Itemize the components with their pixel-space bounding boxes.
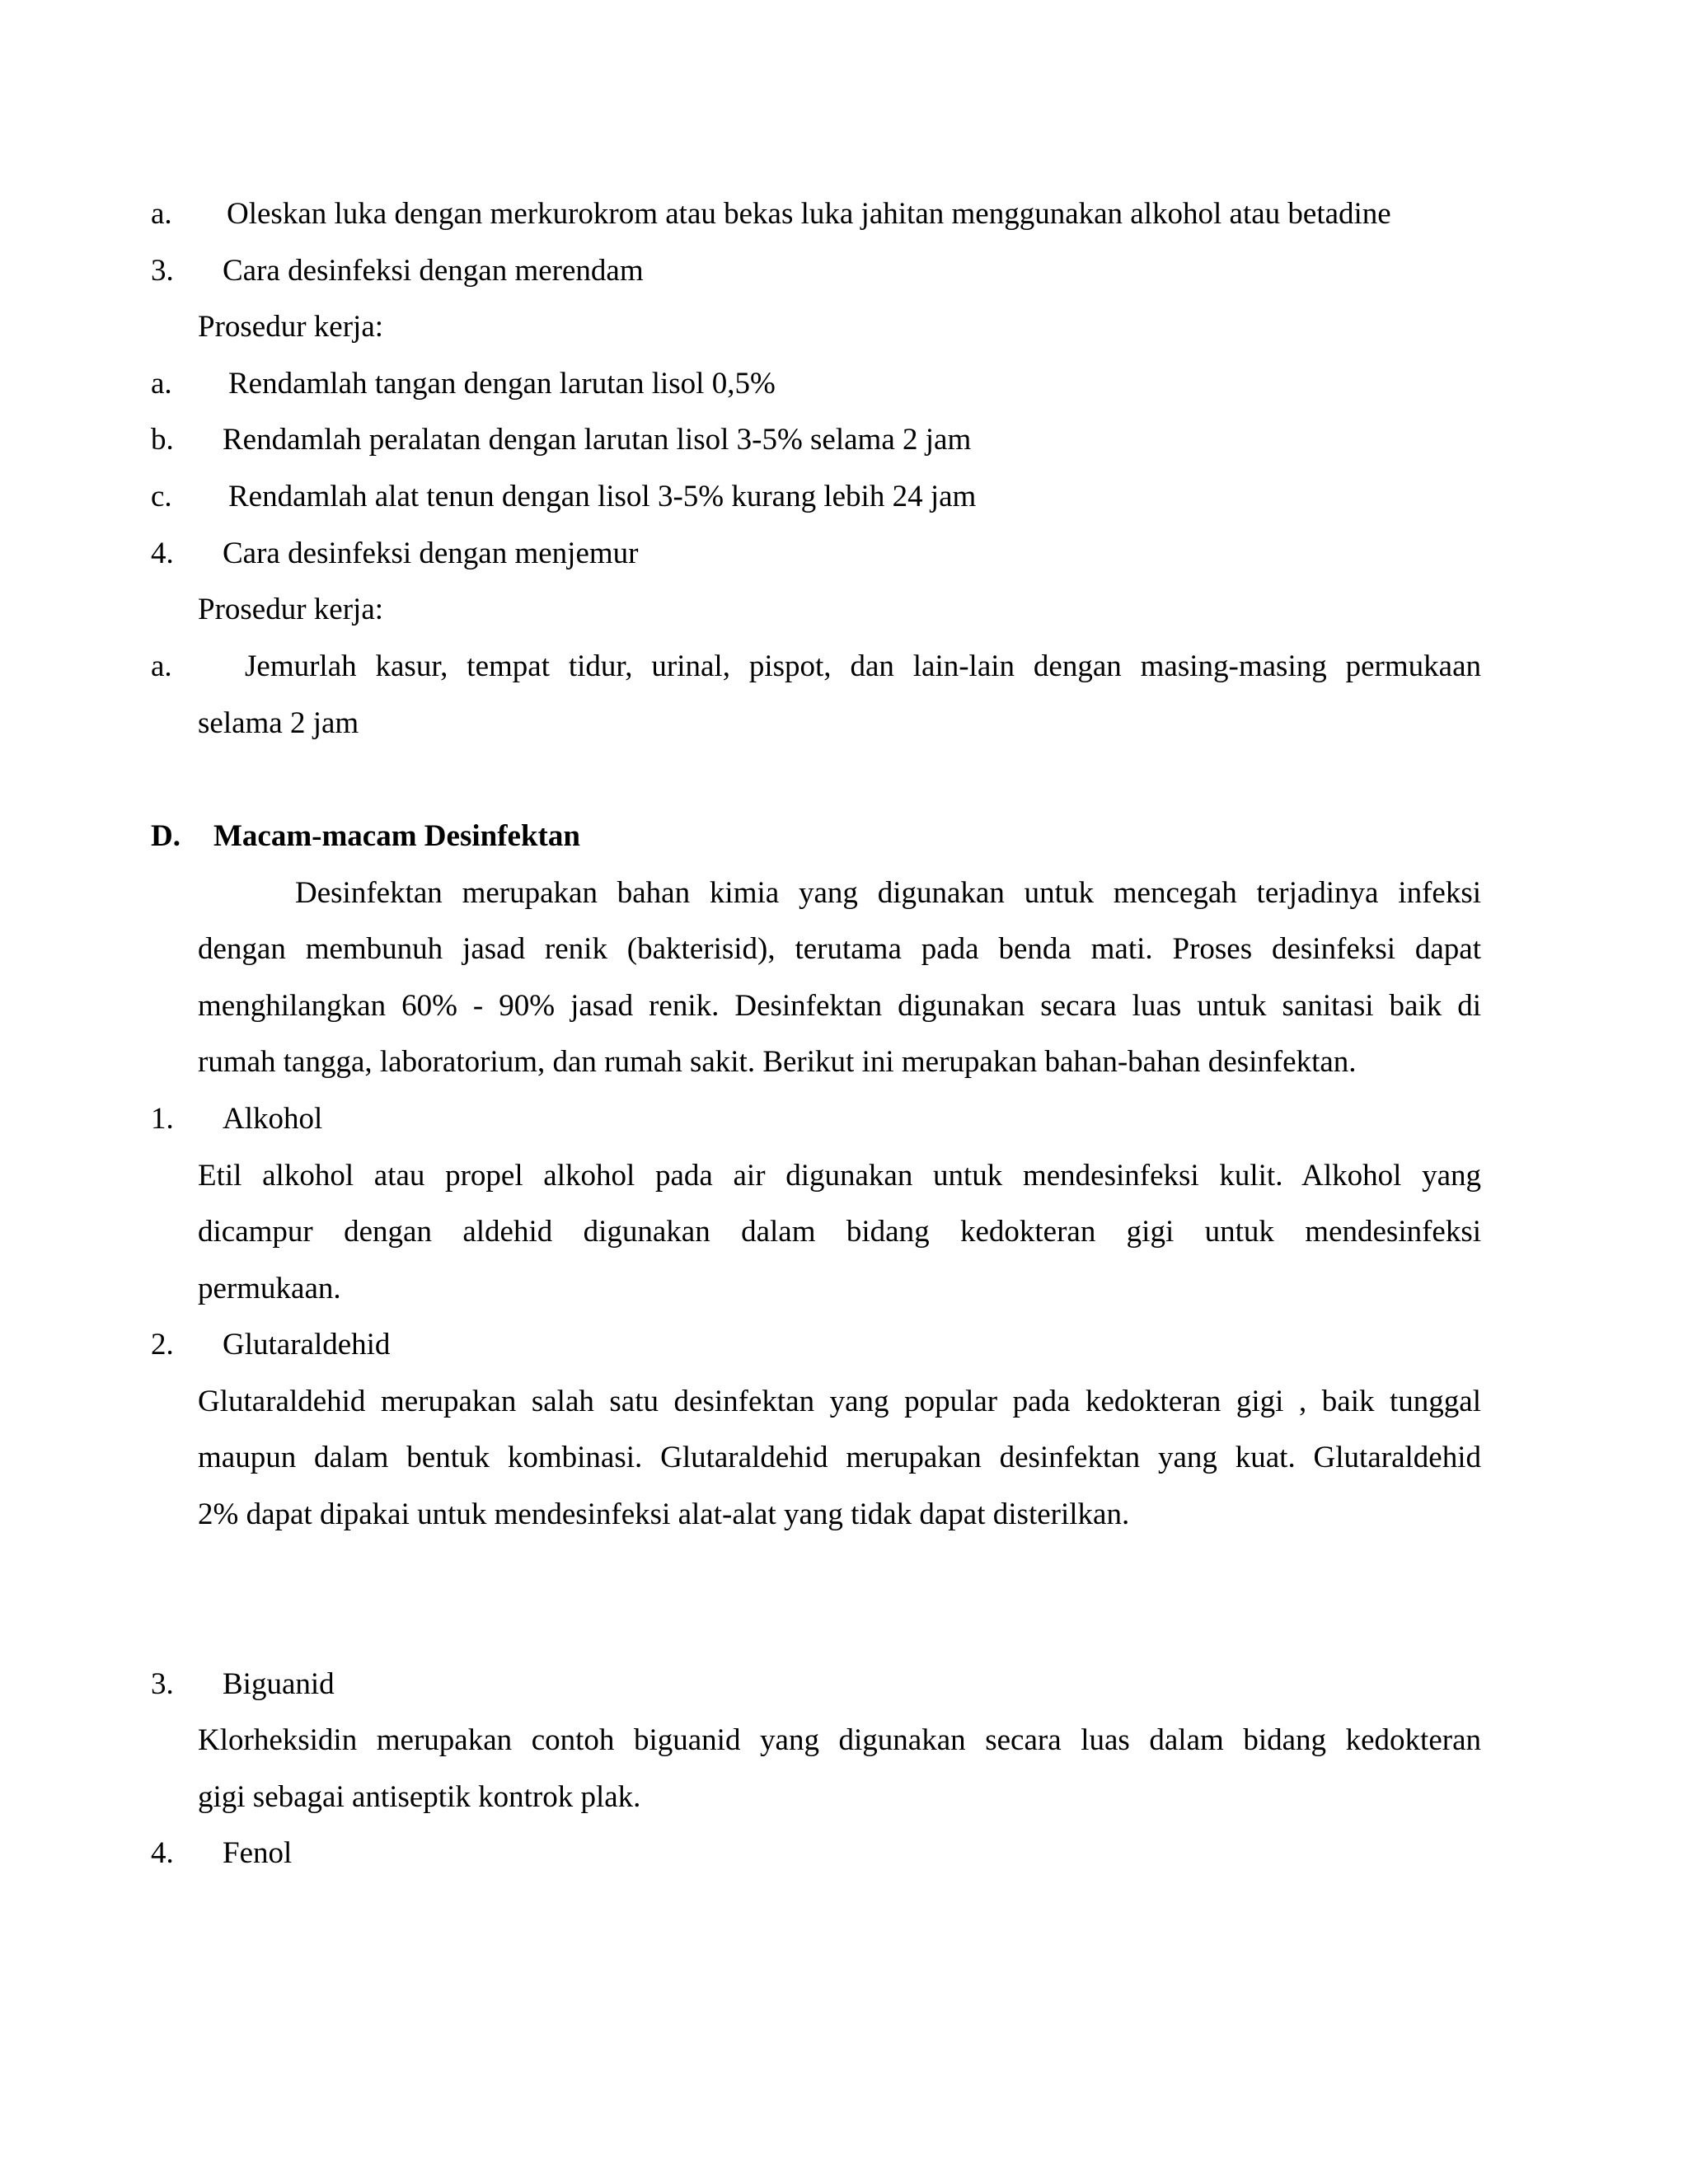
section-marker: D. [151,819,181,853]
step-marker: a. [151,649,172,683]
paragraph-line: Klorheksidin merupakan contoh biguanid yang digunakan secara luas dalam bidang kedokteran [198,1723,1481,1757]
list-item-title: Biguanid [223,1667,335,1701]
list-marker: a. [151,197,172,231]
step-text: Rendamlah tangan dengan larutan lisol 0,5% [228,367,776,401]
list-item-title: Alkohol [223,1102,323,1136]
list-marker: 2. [151,1328,174,1361]
paragraph-line: menghilangkan 60% - 90% jasad renik. Desinfektan digunakan secara luas untuk sanitasi baik di [198,989,1481,1023]
step-marker: a. [151,367,172,401]
step-marker: b. [151,423,174,457]
step-text-line: selama 2 jam [198,706,359,740]
step-text-line: Jemurlah kasur, tempat tidur, urinal, pispot, dan lain-lain dengan masing-masing permukaan [245,649,1481,683]
procedure-label: Prosedur kerja: [198,310,384,344]
paragraph-line: Etil alkohol atau propel alkohol pada air digunakan untuk mendesinfeksi kulit. Alkohol yang [198,1159,1481,1193]
step-marker: c. [151,480,172,513]
list-item-title: Fenol [223,1836,293,1870]
paragraph-line: 2% dapat dipakai untuk mendesinfeksi alat-alat yang tidak dapat disterilkan. [198,1497,1130,1531]
paragraph-line: permukaan. [198,1272,341,1305]
list-marker: 4. [151,1836,174,1870]
paragraph-line: Desinfektan merupakan bahan kimia yang digunakan untuk mencegah terjadinya infeksi [295,876,1481,910]
list-marker: 3. [151,254,174,288]
list-item-title: Glutaraldehid [223,1328,391,1361]
paragraph-line: dicampur dengan aldehid digunakan dalam bidang kedokteran gigi untuk mendesinfeksi [198,1215,1481,1249]
paragraph-line: maupun dalam bentuk kombinasi. Glutaraldehid merupakan desinfektan yang kuat. Glutaraldehid [198,1441,1481,1474]
list-item-text: Cara desinfeksi dengan merendam [223,254,644,288]
procedure-label: Prosedur kerja: [198,593,384,626]
paragraph-line: rumah tangga, laboratorium, dan rumah sakit. Berikut ini merupakan bahan-bahan desinfektan. [198,1045,1357,1079]
list-marker: 3. [151,1667,174,1701]
step-text: Rendamlah peralatan dengan larutan lisol 3-5% selama 2 jam [223,423,972,457]
section-title: Macam-macam Desinfektan [213,819,580,853]
list-item-text: Cara desinfeksi dengan menjemur [223,537,639,570]
paragraph-line: dengan membunuh jasad renik (bakterisid), terutama pada benda mati. Proses desinfeksi dapat [198,932,1481,966]
paragraph-line: gigi sebagai antiseptik kontrok plak. [198,1780,641,1814]
list-item-text: Oleskan luka dengan merkurokrom atau bekas luka jahitan menggunakan alkohol atau betadine [227,197,1391,231]
list-marker: 1. [151,1102,174,1136]
step-text: Rendamlah alat tenun dengan lisol 3-5% kurang lebih 24 jam [228,480,977,513]
list-marker: 4. [151,537,174,570]
paragraph-line: Glutaraldehid merupakan salah satu desinfektan yang popular pada kedokteran gigi , baik tunggal [198,1385,1481,1418]
